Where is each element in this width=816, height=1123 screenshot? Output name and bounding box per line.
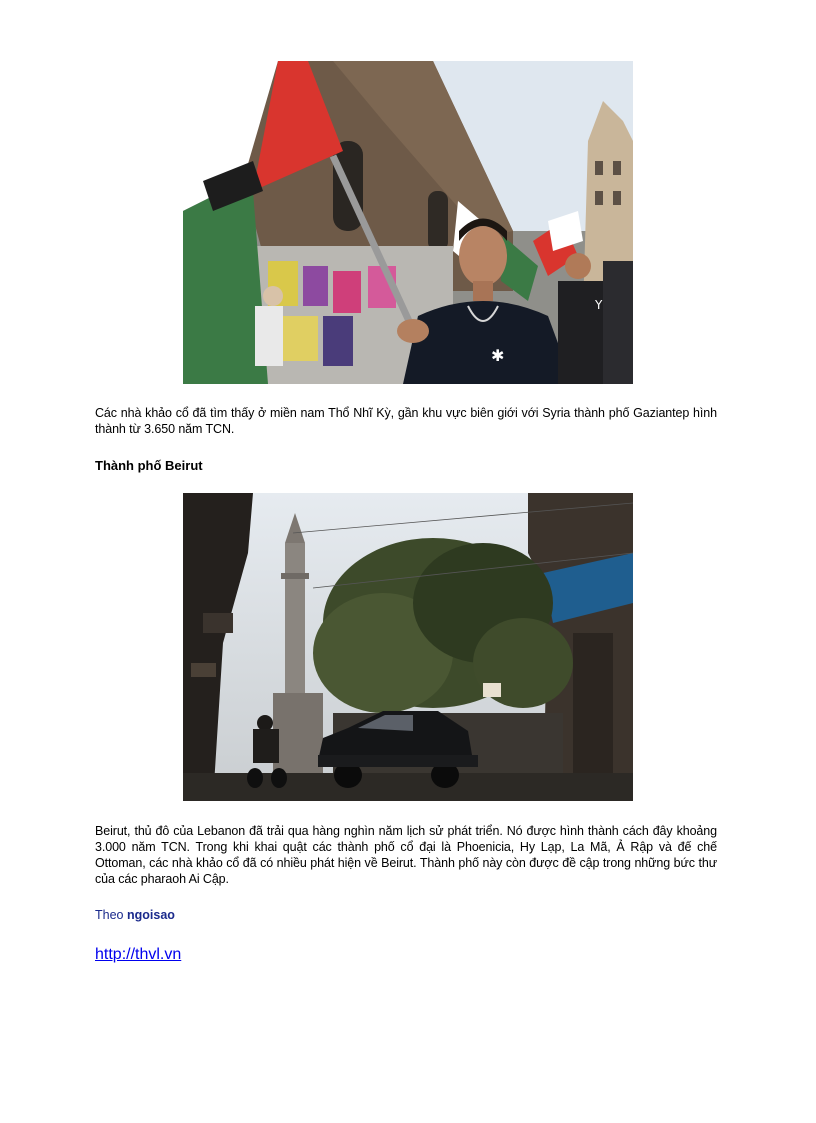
- beirut-street-illustration: [183, 493, 633, 801]
- site-link[interactable]: http://thvl.vn: [95, 946, 182, 963]
- section-heading: Thành phố Beirut: [95, 458, 203, 473]
- photo-caption: Beirut, thủ đô của Lebanon đã trải qua hàng nghìn năm lịch sử phát triển. Nó được hình thành cách đây khoảng 3.000 năm TCN. Trong khi khai quật các thành phố cổ đại là Phoenicia, Hy Lạp, La Mã, Ả Rập và đế chế Ottoman, các nhà khảo cổ đã có nhiều phát hiện về Beirut. Thành phố này còn được đề cập trong những bức thư của các pharaoh Ai Cập.: [95, 824, 717, 886]
- flag-march-photo: [183, 61, 633, 384]
- flag-march-illustration: [183, 61, 633, 384]
- svg-text:✱: ✱: [491, 346, 505, 365]
- source-credit: [95, 908, 175, 922]
- beirut-street-photo: [183, 493, 633, 801]
- source-prefix: Theo: [95, 908, 124, 922]
- photo-caption: Các nhà khảo cổ đã tìm thấy ở miền nam Thổ Nhĩ Kỳ, gần khu vực biên giới với Syria thành phố Gaziantep hình thành từ 3.650 năm TCN.: [95, 406, 717, 436]
- svg-text:Y: Y: [595, 298, 603, 312]
- source-name: ngoisao: [126, 908, 175, 922]
